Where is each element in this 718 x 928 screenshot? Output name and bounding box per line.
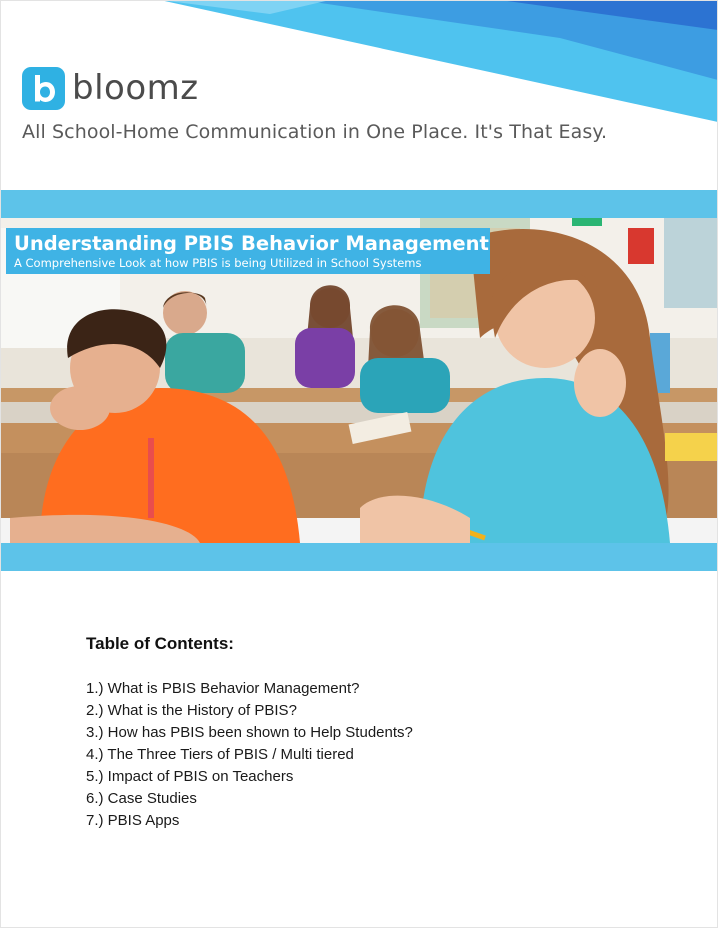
hero-title-banner xyxy=(6,228,490,274)
logo-mark xyxy=(22,67,65,110)
bloomz-logo[interactable] xyxy=(22,66,199,110)
toc-item: 7.) PBIS Apps xyxy=(86,812,180,829)
tagline: All School-Home Communication in One Place. It's That Easy. xyxy=(22,121,608,143)
toc-item: 4.) The Three Tiers of PBIS / Multi tiered xyxy=(86,746,354,763)
toc-item: 1.) What is PBIS Behavior Management? xyxy=(86,680,360,697)
toc-item: 5.) Impact of PBIS on Teachers xyxy=(86,768,294,785)
toc-item: 6.) Case Studies xyxy=(86,790,197,807)
logo-b-icon xyxy=(31,73,57,103)
toc-item: 2.) What is the History of PBIS? xyxy=(86,702,297,719)
table-of-contents xyxy=(86,634,413,832)
toc-item: 3.) How has PBIS been shown to Help Students? xyxy=(86,724,413,741)
header-swoosh-graphic xyxy=(0,0,718,130)
logo-wordmark: bloomz xyxy=(72,68,199,108)
hero-title: Understanding PBIS Behavior Management xyxy=(14,232,489,255)
toc-heading: Table of Contents: xyxy=(86,634,234,653)
hero-subtitle: A Comprehensive Look at how PBIS is being Utilized in School Systems xyxy=(14,256,422,270)
toc-list xyxy=(86,678,413,832)
